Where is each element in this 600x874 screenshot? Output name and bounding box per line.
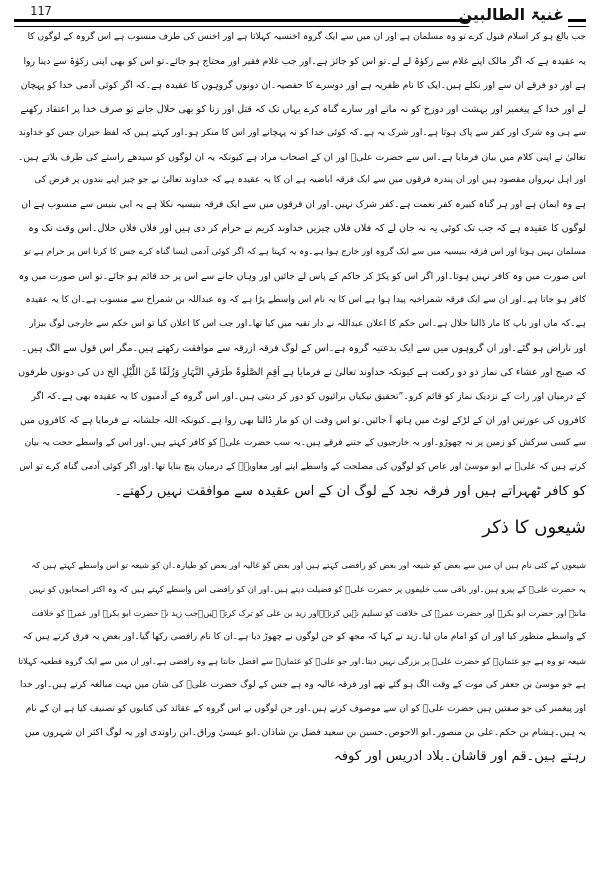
text-line: مانتے اور حضرت ابو بکرؓ اور حضرت عمرؓ کی خلافت کو تسلیم نہیں کرتے۔اور زید بن علی کو ترک کرتے ہیں۔جب زید نے حضرت ابو بکرؓ اور عمرؓ کو خلافت	[31, 607, 586, 618]
text-line: کو کافر ٹھہراتے ہیں اور فرقہ نجد کے لوگ ان کے اس عقیدہ سے موافقت نہیں رکھتے۔	[114, 484, 586, 500]
section-shia	[18, 554, 586, 769]
text-line: لے اور خدا کے پیغمبر اور بہشت اور دوزخ کو نہ مانے اور سارے گناہ کرے یہاں تک کہ قتل اور زنا کو بھی حلال جانے تو صرف خدا پر اعتقاد رکھنے	[20, 103, 586, 115]
running-title: غنیۃ الطالبین	[458, 5, 564, 24]
text-line: تعالیٰ نے اپنی کلام میں بیان فرمایا ہے۔اس سے حضرت علیؓ اور ان کے اصحاب مراد ہے کیونکہ یہ ان لوگوں کو سیدھے راستے کی طرف بلاتے ہیں۔	[18, 151, 586, 163]
text-line: یہ حضرت علیؓ کے پیرو ہیں۔اور باقی سب خلیفوں پر حضرت علیؓ کو فضیلت دیتے ہیں۔اور ان کو رافضی اس واسطے کہتے ہیں کہ وہ اکثر اصحابوں کو نہیں	[29, 584, 586, 595]
text-line: سے ہی وہ شرک اور کفر سے پاک ہوتا ہے۔اور شرک یہ ہے۔کہ کوئی خدا کو نہ پہچانے اور اس کا منکر ہو۔اور کہتے ہیں کہ لفظ حیران جس کو خداوند	[18, 127, 586, 138]
text-line: شیعہ تو وہ ہے جو عثمانؓ کو حضرت علیؓ پر بزرگی نہیں دیتا۔اور جو علیؓ کو عثمانؓ سے افضل جانتا ہے وہ رافضی ہے۔اور ان میں سے ایک گروہ قطعیہ کہلاتا	[18, 655, 586, 666]
section-khawarij	[18, 26, 586, 504]
text-line: سے کسی سرکش کو زمین پر نہ چھوڑو۔اور یہ خارجیوں کے جتنے فرقے ہیں۔یہ سب حضرت علیؓ کو کافر کہتے ہیں۔اور اس کے واسطے حجت یہ بیان	[24, 438, 586, 449]
text-line: یہ عقیدہ ہے کہ اگر مالک اپنے غلام سے زکوٰۃ لے لے۔تو اس کو جائز ہے۔اور جب غلام فقیر اور محتاج ہو جائے۔تو اس کو بھی اپنی زکوٰۃ سے دینا روا	[23, 55, 586, 67]
text-line: اس صورت میں وہ کافر نہیں ہوتا۔اور اگر اس کو پکڑ کر حاکم کے پاس لے جائیں اور وہاں جانے سے اس پر حد قائم ہو جائے۔تو اس صورت میں وہ	[18, 271, 586, 283]
text-line: کہ صبح اور عشاء کی نماز دو دو رکعت ہے کیونکہ خداوند تعالیٰ نے فرمایا ہے اَقِمِ الصَّلٰوۃَ طَرَفَیِ النَّہَارِ وَزُلَفًا مِّنَ اللَّیْلِ الخ دن کی دونوں طرفوں	[18, 366, 586, 378]
text-line: جب بالغ ہو کر اسلام قبول کرے تو وہ مسلمان ہے اور ان میں سے ایک گروہ اخنسیہ کہلاتا ہے اور اخنس کی طرف منسوب ہے اس گروہ کے لوگوں کا	[27, 32, 586, 42]
page-body	[18, 26, 586, 769]
text-line: کافروں کی عورتیں اور ان کے لڑکے لوٹ میں ہاتھ آ جائیں۔تو اس وقت ان کو مار ڈالنا بھی روا ہے۔کیونکہ اللہ جلشانہ نے فرمایا ہے کہ کافروں میں	[20, 414, 586, 426]
text-line: اور ناراض ہو گئے۔اور ان گروہوں میں سے ایک بدعتیہ گروہ ہے۔اس کے لوگ فرقہ ازرقہ سے موافقت رکھتے ہیں۔مگر اس قول سے الگ ہیں۔	[21, 342, 586, 354]
text-line: لوگوں کا عقیدہ ہے کہ جب تک کوئی یہ نہ جان لے کہ فلاں فلاں چیزیں خداوند کریم نے حرام کر دی ہیں اور فلاں فلاں حلال۔اس وقت تک وہ	[28, 223, 586, 235]
section-heading: شیعوں کا ذکر	[482, 517, 586, 539]
text-line: رہتے ہیں۔قم اور قاشان۔بلاد ادریس اور کوفہ	[333, 749, 586, 765]
text-line: کافر ہو جاتا ہے۔اور ان سے ایک فرقہ شمراخیہ پیدا ہوا ہے اس کا یہ نام اس واسطے پڑا ہے کہ وہ عبداللہ بن شمراخ سے منسوب ہے۔ان کا یہ عقیدہ	[25, 294, 586, 305]
text-line: ہے اور دو فرقے ان سے اور نکلے ہیں۔ایک کا نام ظفریہ ہے اور دوسرے کا حفصیہ۔ان دونوں گروہوں کا عقیدہ ہے۔کہ اگر کوئی آدمی خدا کو پہچان	[20, 79, 586, 91]
text-line: کے واسطے منظور کیا اور ان کو امام مان لیا۔زید نے کہا کہ مجھ کو جن لوگوں نے چھوڑ دیا ہے۔ان کا نام رافضی رکھا گیا۔اور بعض یہ فرق کرتے ہیں کہ	[22, 631, 586, 642]
text-line: کرتے ہیں کہ علیؓ نے ابو موسیٰ اور عاص کو لوگوں کی مصلحت کے واسطے اپنے اور معاویہؓ کے درمیان پنچ بنایا تھا۔اور اگر کوئی آدمی گناہ کرے تو اس	[19, 462, 586, 473]
text-line: شیعوں کے کئی نام ہیں ان میں سے بعض کو شیعہ اور بعض کو رافضی کہتے ہیں اور بعض کو غالیہ اور بعض کو طیارہ۔ان کو شیعہ تو اس واسطے کہتے ہیں کہ	[31, 560, 586, 571]
text-line: ہے۔کہ ماں اور باپ کا مار ڈالنا حلال ہے۔اس حکم کا اعلان عبداللہ نے دار تقیہ میں کیا تھا۔اور جب اس کا اعلان کیا تو اس حکم سے خارجی لوگ بیزار	[29, 318, 586, 329]
text-line: ہے وہ ایمان ہے اور ہر گناہ کبیرہ کفر نعمت ہے۔کفر شرک نہیں۔اور ان فرقوں میں سے ایک فرقہ بنیسیہ نکلا ہے یہ ابی بنیس سے منسوب ہے ان	[21, 199, 586, 211]
text-line: مسلمان نہیں ہوتا اور اس فرقہ بنیسیہ میں سے ایک گروہ اور خارج ہوا ہے۔وہ یہ کہتا ہے کہ اگر کوئی آدمی ایسا گناہ کرے جس کا کرنا اس پر حرام ہے تو	[24, 247, 586, 258]
page-number: 117	[30, 4, 52, 18]
text-line: یہ ہیں۔ہشام بن حکم۔علی بن منصور۔ابو الاحوص۔حسین بن سعید فضل بن شاذان۔ابو عیسیٰ وراق۔ابن راوندی اور یہ لوگ اکثر ان شہروں میں	[24, 727, 586, 739]
text-line: اور اہل نہرواں مقصود ہیں اور ان پندرہ فرقوں میں سے ایک فرقہ اباضیہ ہے ان کا یہ عقیدہ ہے کہ خداوند تعالیٰ نے جو چیز اپنے بندوں پر فرض کی	[34, 175, 586, 186]
text-line: ہے جو موسیٰ بن جعفر کی موت کے وقت الگ ہو گئے تھے اور فرقہ غالیہ وہ ہے جس کے لوگ حضرت علیؓ کی شان میں بہت مبالغہ کرتے ہیں۔اور خدا	[20, 679, 586, 690]
text-line: کے درمیان اور رات کے نزدیک نماز کو قائم کرو۔”تحقیق نیکیاں برائیوں کو دور کر دیتی ہیں۔اور اس گروہ کے آدمیوں کا یہ عقیدہ بھی ہے۔کہ اگر	[31, 390, 586, 402]
text-line: اور پیغمبر کی جو صفتیں ہیں حضرت علیؓ کو ان سے موصوف کرتے ہیں۔اور جن لوگوں نے اس گروہ کے عقائد کی کتابوں کو تصنیف کیا ہے ان کے نام	[25, 703, 586, 714]
page-header	[14, 4, 586, 24]
